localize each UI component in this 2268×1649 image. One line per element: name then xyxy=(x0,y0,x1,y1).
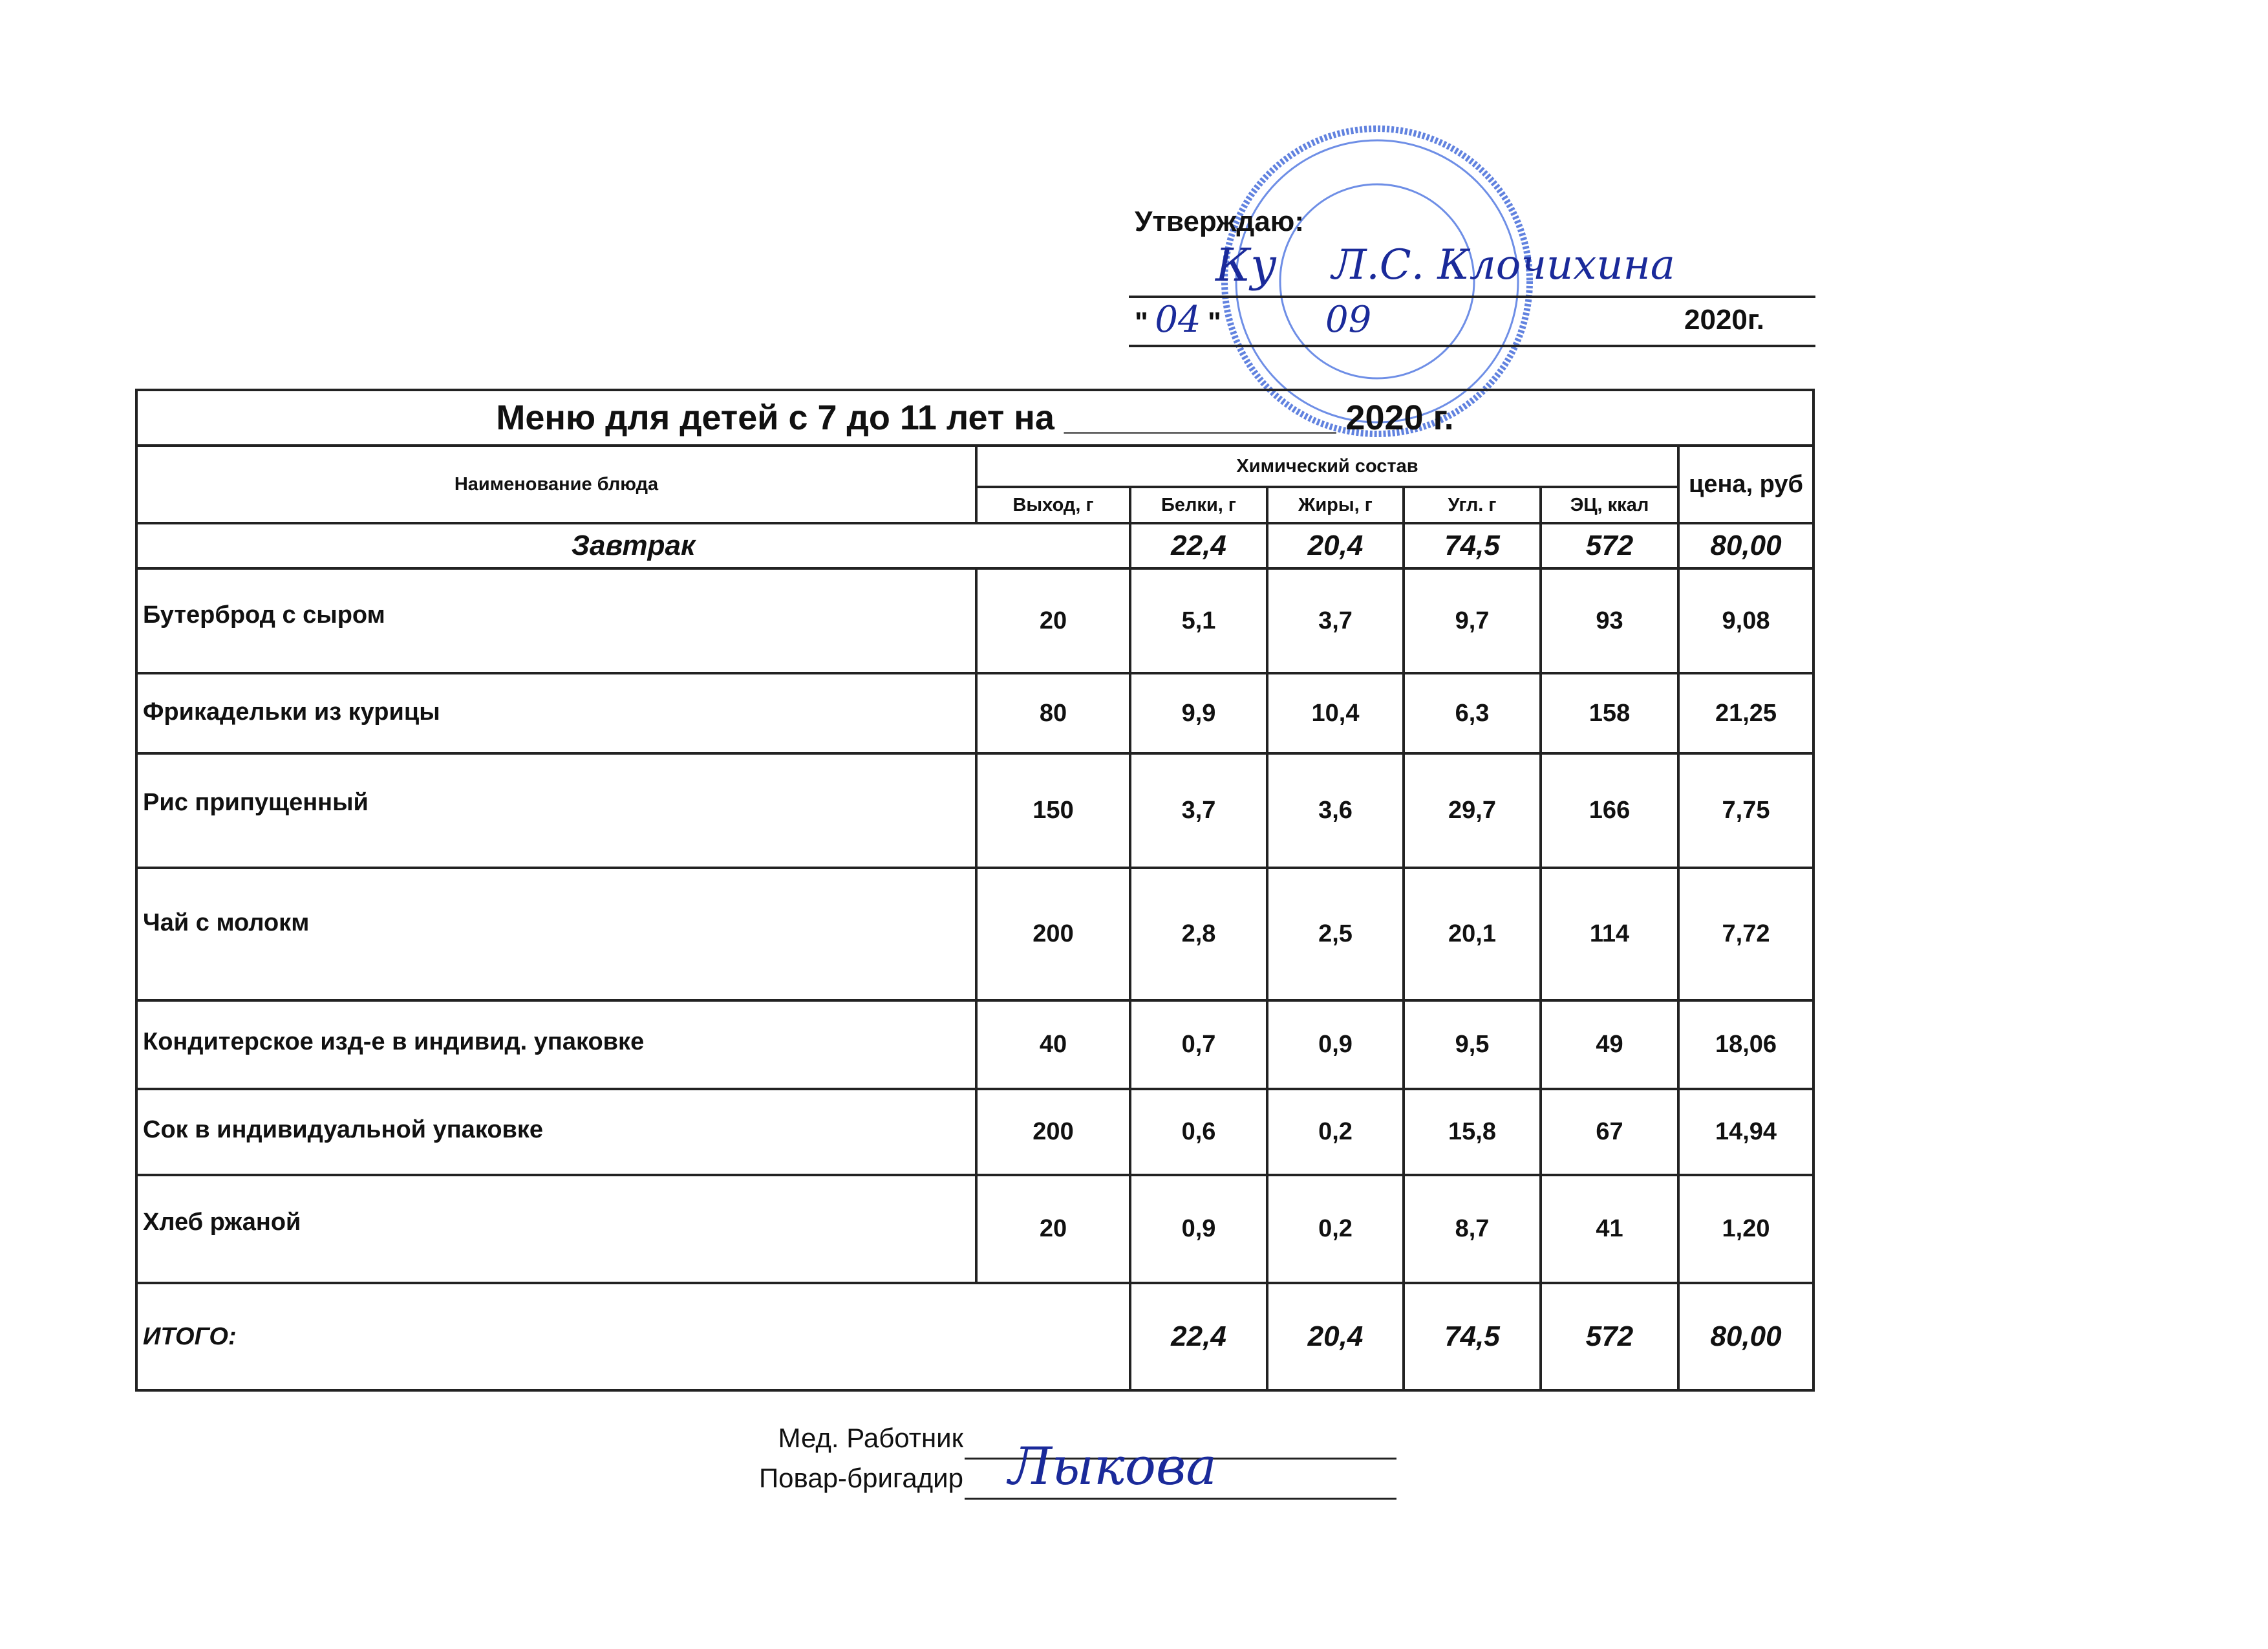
approval-signature-mark: Ку xyxy=(1215,239,1277,292)
total-energy: 572 xyxy=(1541,1283,1678,1390)
approval-year: 2020г. xyxy=(1684,304,1765,336)
table-row xyxy=(136,568,1813,673)
cell-carbs: 9,5 xyxy=(1404,1000,1541,1089)
date-line xyxy=(1129,345,1815,347)
section-energy: 572 xyxy=(1541,523,1678,568)
table-row xyxy=(136,1000,1813,1089)
cell-fat: 0,9 xyxy=(1267,1000,1404,1089)
section-row xyxy=(136,523,1813,568)
cell-name: Чай с молокм xyxy=(136,868,976,1000)
cell-name: Хлеб ржаной xyxy=(136,1175,976,1283)
total-label: ИТОГО: xyxy=(136,1283,1130,1390)
cell-protein: 0,9 xyxy=(1130,1175,1267,1283)
cell-price: 21,25 xyxy=(1678,673,1813,753)
cell-yield: 200 xyxy=(976,1089,1130,1175)
table-row xyxy=(136,753,1813,868)
cell-carbs: 6,3 xyxy=(1404,673,1541,753)
cell-energy: 166 xyxy=(1541,753,1678,868)
menu-title xyxy=(136,390,1813,446)
medic-label: Мед. Работник xyxy=(778,1423,963,1453)
title-date-blank: ______________ xyxy=(1064,398,1336,437)
cell-energy: 93 xyxy=(1541,568,1678,673)
cell-yield: 150 xyxy=(976,753,1130,868)
cell-energy: 41 xyxy=(1541,1175,1678,1283)
table-row xyxy=(136,1175,1813,1283)
cell-price: 18,06 xyxy=(1678,1000,1813,1089)
quote-open: " xyxy=(1135,307,1148,338)
cell-fat: 3,6 xyxy=(1267,753,1404,868)
cell-protein: 3,7 xyxy=(1130,753,1267,868)
menu-table xyxy=(135,389,1815,1392)
cell-yield: 80 xyxy=(976,673,1130,753)
cook-signature: Лыкова xyxy=(1009,1436,1217,1496)
title-year: 2020 г. xyxy=(1345,398,1454,437)
section-protein: 22,4 xyxy=(1130,523,1267,568)
title-row xyxy=(136,390,1813,446)
header-name: Наименование блюда xyxy=(136,446,976,523)
approval-label: Утверждаю: xyxy=(1135,206,1304,237)
cook-label: Повар-бригадир xyxy=(758,1463,963,1493)
table-row xyxy=(136,868,1813,1000)
cell-name: Бутерброд с сыром xyxy=(136,568,976,673)
total-fat: 20,4 xyxy=(1267,1283,1404,1390)
header-yield: Выход, г xyxy=(976,487,1130,523)
cell-carbs: 8,7 xyxy=(1404,1175,1541,1283)
cell-energy: 158 xyxy=(1541,673,1678,753)
header-protein: Белки, г xyxy=(1130,487,1267,523)
cell-price: 7,72 xyxy=(1678,868,1813,1000)
cell-price: 7,75 xyxy=(1678,753,1813,868)
cell-price: 9,08 xyxy=(1678,568,1813,673)
table-row xyxy=(136,673,1813,753)
cell-carbs: 9,7 xyxy=(1404,568,1541,673)
cell-protein: 2,8 xyxy=(1130,868,1267,1000)
cell-carbs: 20,1 xyxy=(1404,868,1541,1000)
header-carbs: Угл. г xyxy=(1404,487,1541,523)
cell-fat: 3,7 xyxy=(1267,568,1404,673)
approval-signature: Л.С. Клочихина xyxy=(1332,241,1675,289)
header-chem: Химический состав xyxy=(976,446,1678,487)
approval-date xyxy=(1135,299,1221,350)
cell-carbs: 29,7 xyxy=(1404,753,1541,868)
total-protein: 22,4 xyxy=(1130,1283,1267,1390)
signature-line xyxy=(1129,296,1815,298)
cell-energy: 67 xyxy=(1541,1089,1678,1175)
cell-fat: 2,5 xyxy=(1267,868,1404,1000)
cell-name: Сок в индивидуальной упаковке xyxy=(136,1089,976,1175)
cell-name: Рис припущенный xyxy=(136,753,976,868)
quote-close: " xyxy=(1208,307,1221,338)
cell-price: 14,94 xyxy=(1678,1089,1813,1175)
section-fat: 20,4 xyxy=(1267,523,1404,568)
header-energy: ЭЦ, ккал xyxy=(1541,487,1678,523)
cell-protein: 5,1 xyxy=(1130,568,1267,673)
cell-yield: 20 xyxy=(976,568,1130,673)
header-row-1 xyxy=(136,446,1813,487)
cell-protein: 0,7 xyxy=(1130,1000,1267,1089)
cell-yield: 20 xyxy=(976,1175,1130,1283)
cell-protein: 0,6 xyxy=(1130,1089,1267,1175)
approval-day: 04 xyxy=(1155,299,1201,341)
header-fat: Жиры, г xyxy=(1267,487,1404,523)
cell-carbs: 15,8 xyxy=(1404,1089,1541,1175)
cell-fat: 0,2 xyxy=(1267,1175,1404,1283)
total-price: 80,00 xyxy=(1678,1283,1813,1390)
cook-signature-line xyxy=(965,1498,1396,1500)
cell-energy: 114 xyxy=(1541,868,1678,1000)
section-name: Завтрак xyxy=(136,523,1130,568)
cell-price: 1,20 xyxy=(1678,1175,1813,1283)
title-prefix: Меню для детей с 7 до 11 лет на xyxy=(496,398,1054,437)
total-row xyxy=(136,1283,1813,1390)
cell-protein: 9,9 xyxy=(1130,673,1267,753)
cell-energy: 49 xyxy=(1541,1000,1678,1089)
header-price: цена, руб xyxy=(1678,446,1813,523)
cell-fat: 10,4 xyxy=(1267,673,1404,753)
total-carbs: 74,5 xyxy=(1404,1283,1541,1390)
approval-month: 09 xyxy=(1325,299,1372,341)
section-carbs: 74,5 xyxy=(1404,523,1541,568)
cell-fat: 0,2 xyxy=(1267,1089,1404,1175)
cell-name: Кондитерское изд-е в индивид. упаковке xyxy=(136,1000,976,1089)
cell-name: Фрикадельки из курицы xyxy=(136,673,976,753)
section-price: 80,00 xyxy=(1678,523,1813,568)
cell-yield: 200 xyxy=(976,868,1130,1000)
table-row xyxy=(136,1089,1813,1175)
cell-yield: 40 xyxy=(976,1000,1130,1089)
